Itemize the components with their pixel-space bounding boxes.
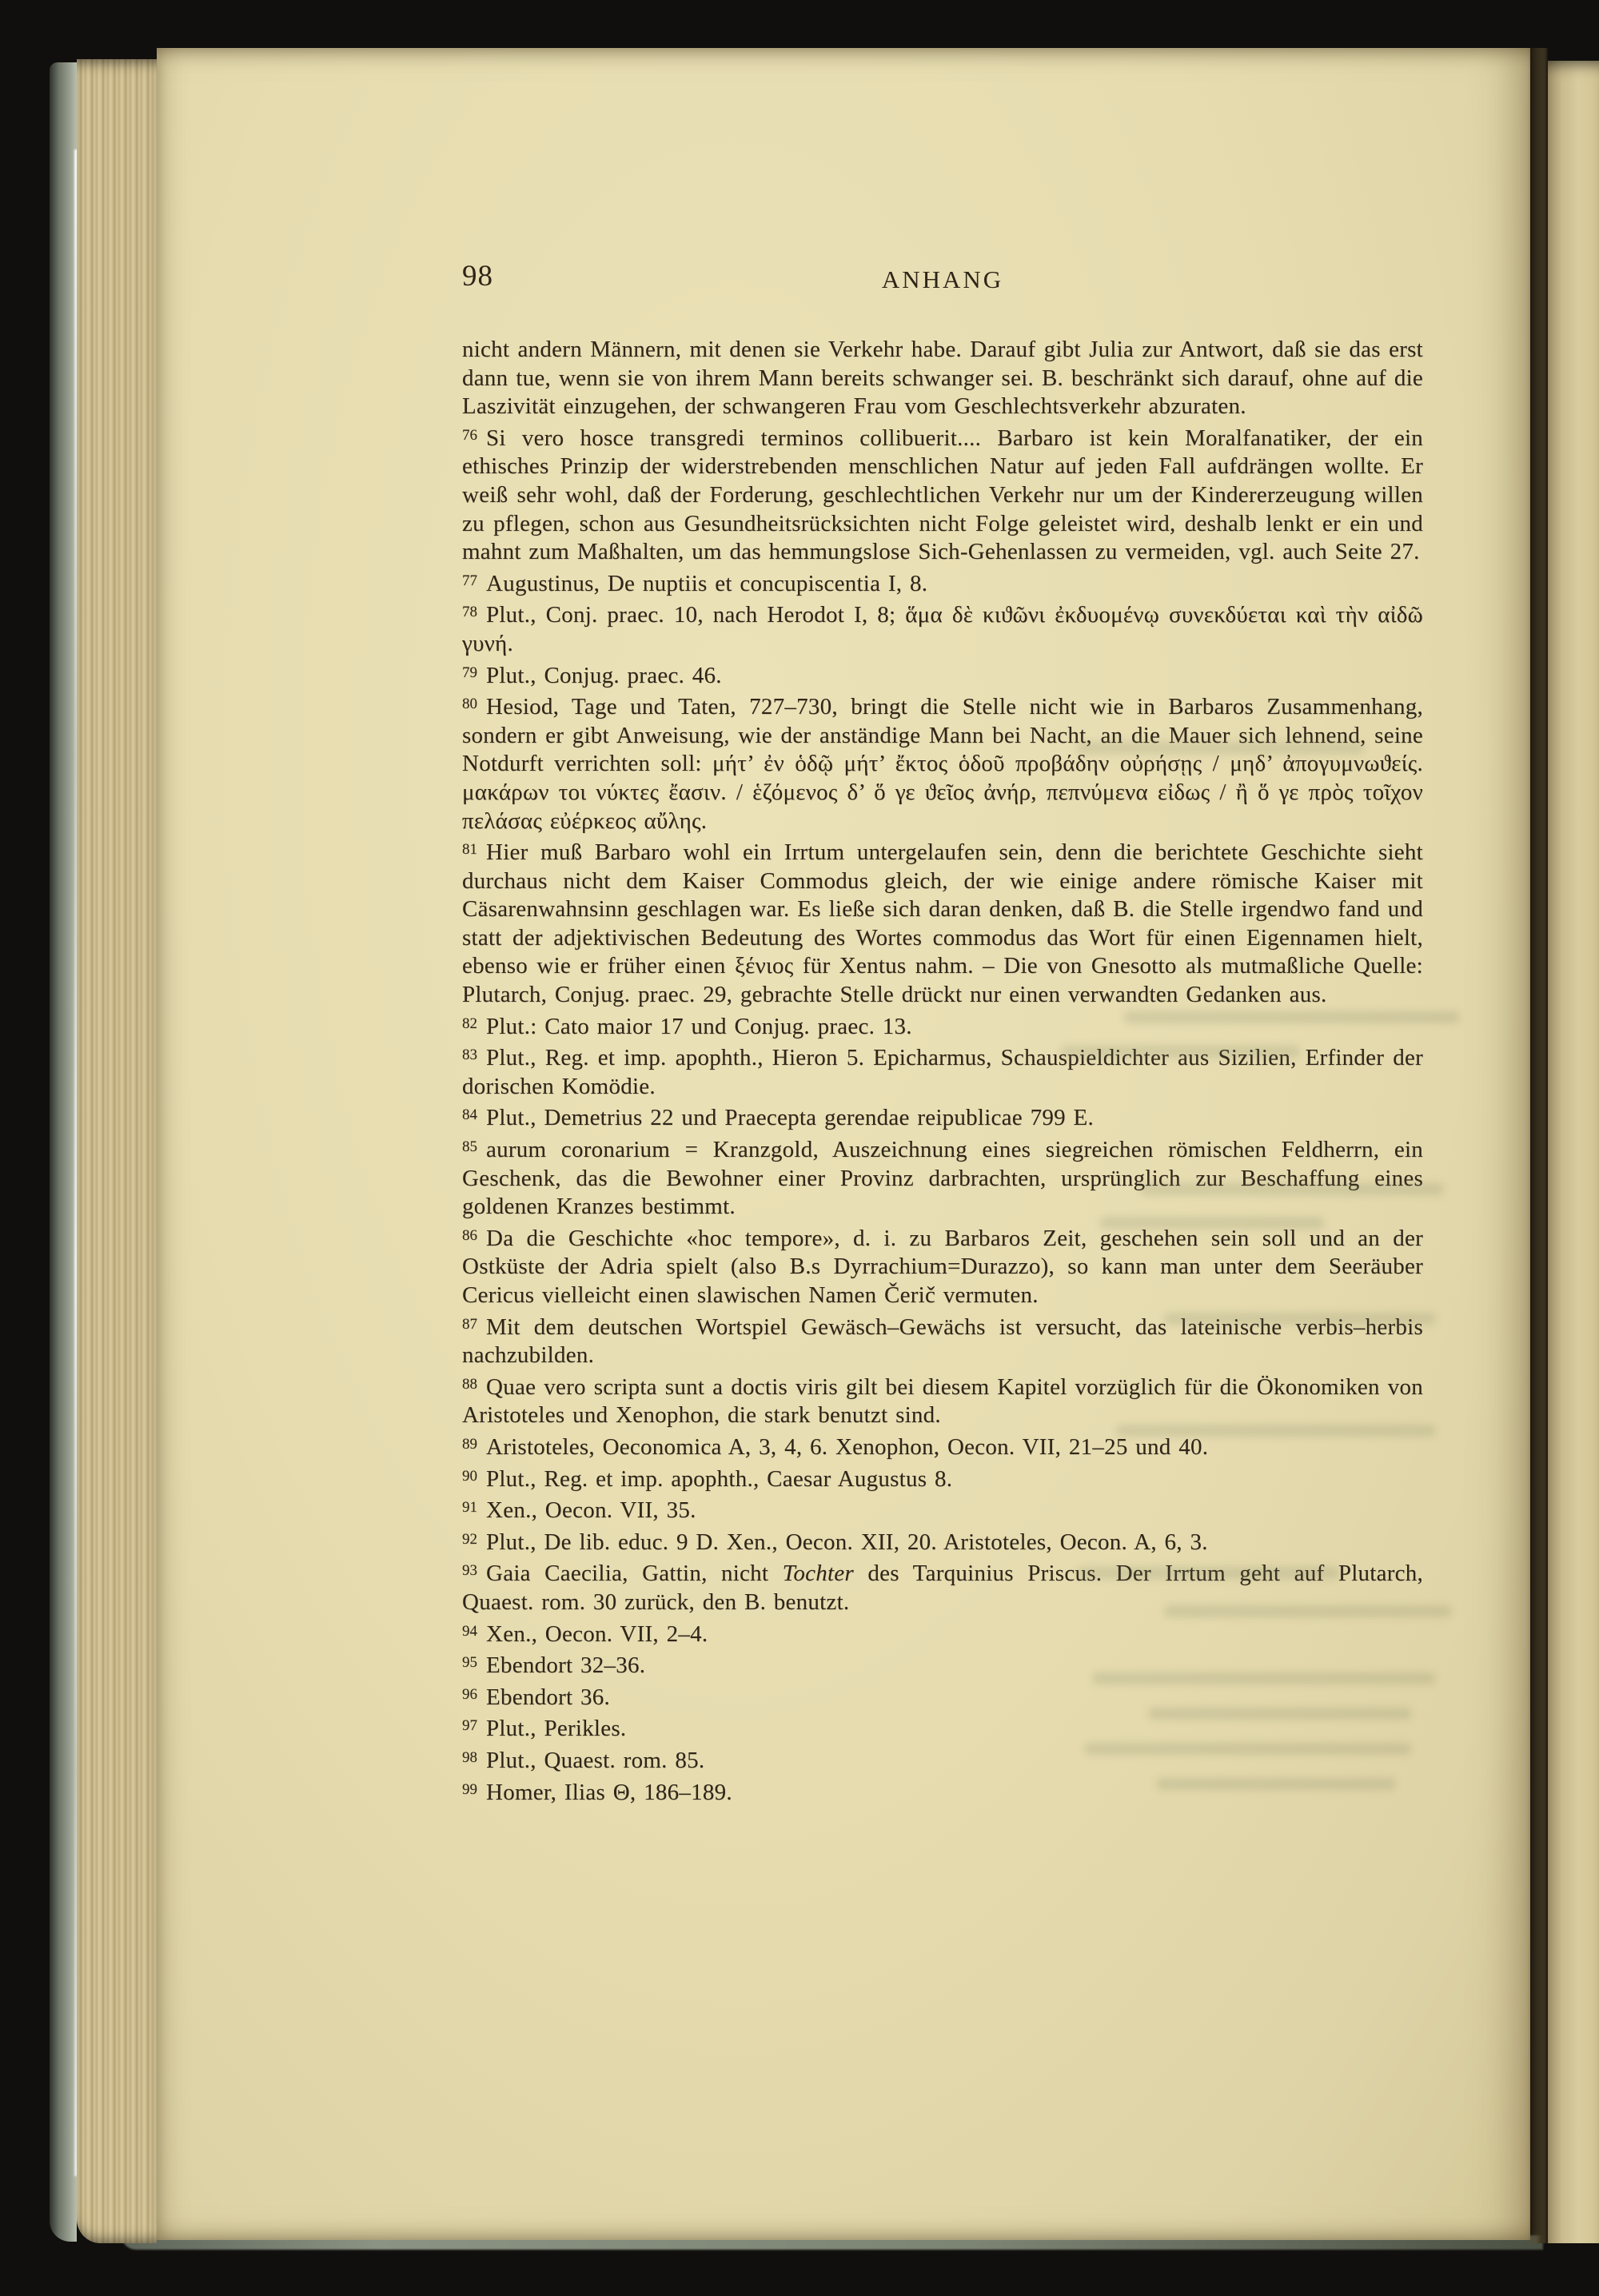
footnote-number: 89 [462, 1435, 477, 1453]
footnote-77 [462, 567, 1423, 599]
footnote-text: Augustinus, De nuptiis et concupiscentia I, 8. [486, 570, 928, 596]
footnote-text: Tochter [782, 1561, 854, 1587]
footnote-text: Plut.: Cato maior 17 und Conjug. praec. 13. [486, 1013, 912, 1039]
footnote-84 [462, 1101, 1423, 1133]
footnote-text: aurum coronarium = Kranzgold, Auszeichnung eines siegreichen römischen Feldherrn, ein Geschenk, das die Bewohner einer Provinz darbrachten, ursprünglich zur Beschaffung eines goldenen Kranzes bestimmt. [462, 1137, 1423, 1220]
showthrough-smudge [1076, 742, 1364, 754]
footnote-number: 77 [462, 572, 477, 589]
footnote-76 [462, 421, 1423, 567]
showthrough-smudge [1124, 1011, 1460, 1023]
footnote-number: 84 [462, 1106, 477, 1124]
footnote-text: Si vero hosce transgredi terminos collibuerit.... Barbaro ist kein Moralfanatiker, der ein ethisches Prinzip der widerstrebenden menschlichen Natur auf jeden Fall aufdrängen wollte. Er weiß sehr wohl, daß der Forderung, geschlechtlichen Verkehr nur um der Kindererzeugung willen zu pflegen, schon aus Gesundheitsrücksichten nicht Folge geleistet wird, deshalb lenkt er ein und mahnt zum Maßhalten, um das hemmungslose Sich-Gehenlassen zu vermeiden, vgl. auch Seite 27. [462, 425, 1423, 565]
footnote-text: Gaia Caecilia, Gattin, nicht [486, 1561, 783, 1587]
running-header: ANHANG [881, 265, 1004, 293]
footnote-text: Xen., Oecon. VII, 35. [486, 1497, 696, 1524]
footnote-number: 79 [462, 664, 477, 681]
book-spine [50, 62, 77, 2242]
footnote-text: Quae vero scripta sunt a doctis viris gilt bei diesem Kapitel vorzüglich für die Ökonomiken von Aristoteles und Xenophon, die stark benutzt sind. [462, 1373, 1423, 1429]
footnote-text: Ebendort 32–36. [486, 1652, 646, 1679]
footnote-number: 97 [462, 1717, 477, 1735]
footnote-text: Hesiod, Tage und Taten, 727–730, bringt die Stelle nicht wie in Barbaros Zusammenhang, sondern er gibt Anweisung, wie der anständige Mann bei Nacht, an die Mauer sich lehnend, seine Notdurft verrichten soll: μήτ’ ἐν ὁδῷ μήτ’ ἔκτος ὁδοῦ προβάδην οὐρήσῃς / μηδ’ ἀπογυμνωϑείς. μακάρων τοι νύκτες ἔασιν. / ἑζόμενος δ’ ὅ γε ϑεῖος ἀνήρ, πεπνύμενα εἰδως / ἢ ὅ γε πρὸς τοῖχον πελάσας εὐέρκεος αὔλης. [462, 694, 1423, 834]
showthrough-smudge [1116, 1425, 1436, 1437]
footnote-78 [462, 598, 1423, 658]
intro-paragraph: nicht andern Männern, mit denen sie Verkehr habe. Darauf gibt Julia zur Antwort, daß sie das erst dann tue, wenn sie von ihrem Mann bereits schwanger sei. B. beschränkt sich darauf, ohne auf die Laszivität einzugehen, der schwangeren Frau vom Geschlechtsverkehr abzuraten. [462, 337, 1423, 420]
footnote-94 [462, 1617, 1423, 1649]
footnote-text: Plut., Reg. et imp. apophth., Hieron 5. Epicharmus, Schauspieldichter aus Sizilien, Erfinder der dorischen Komödie. [462, 1045, 1423, 1099]
footnote-number: 92 [462, 1530, 477, 1548]
footnote-80 [462, 690, 1423, 835]
footnote-text: Aristoteles, Oeconomica A, 3, 4, 6. Xenophon, Oecon. VII, 21–25 und 40. [486, 1433, 1209, 1460]
showthrough-smudge [1100, 1217, 1324, 1229]
footnote-number: 78 [462, 604, 477, 621]
footnote-text: Plut., De lib. educ. 9 D. Xen., Oecon. XII, 20. Aristoteles, Oecon. A, 6, 3. [486, 1529, 1208, 1555]
footnote-81 [462, 835, 1423, 1010]
book-page [157, 48, 1530, 2240]
footnote-79 [462, 659, 1423, 691]
footnote-number: 98 [462, 1748, 477, 1766]
footnotes [462, 421, 1423, 1807]
footnote-number: 88 [462, 1375, 477, 1393]
footnote-number: 85 [462, 1138, 477, 1156]
footnote-text: Plut., Perikles. [486, 1716, 627, 1742]
footnote-number: 90 [462, 1467, 477, 1485]
footnote-text: Mit dem deutschen Wortspiel Gewäsch–Gewächs ist versucht, das lateinische verbis–herbis nachzubilden. [462, 1313, 1423, 1369]
footnote-text: Da die Geschichte «hoc tempore», d. i. zu Barbaros Zeit, geschehen sein soll und an der Ostküste der Adria spielt (also B.s Dyrrachium=Durazzo), so kann man unter dem Seeräuber Cericus vielleicht einen slawischen Namen Čerič vermuten. [462, 1225, 1423, 1308]
showthrough-smudge [1164, 1605, 1452, 1617]
footnote-91 [462, 1493, 1423, 1525]
footnote-text: Plut., Conj. praec. 10, nach Herodot I, 8; ἅμα δὲ κιϑῶνι ἐκδυομένῳ συνεκδύεται καὶ τὴν αἰδῶ γυνή. [462, 602, 1423, 656]
footnote-text: Homer, Ilias Θ, 186–189. [486, 1779, 732, 1805]
footnote-number: 82 [462, 1014, 477, 1032]
footnote-number: 93 [462, 1562, 477, 1580]
showthrough-smudge [1084, 1743, 1412, 1755]
footnote-88 [462, 1370, 1423, 1430]
footnote-number: 86 [462, 1226, 477, 1244]
page-number: 98 [462, 260, 493, 293]
footnote-text: Xen., Oecon. VII, 2–4. [486, 1620, 708, 1647]
showthrough-smudge [1148, 1708, 1412, 1720]
footnote-text: Ebendort 36. [486, 1684, 611, 1710]
footnote-text: Plut., Quaest. rom. 85. [486, 1747, 705, 1773]
footnote-text: Plut., Conjug. praec. 46. [486, 662, 722, 688]
showthrough-smudge [1156, 1778, 1396, 1790]
footnote-text: des Tarquinius Priscus. Der Irrtum geht auf Plutarch, Quaest. rom. 30 zurück, den B. benutzt. [462, 1561, 1423, 1615]
footnote-92 [462, 1525, 1423, 1557]
footnote-text: Plut., Demetrius 22 und Praecepta gerendae reipublicae 799 E. [486, 1105, 1095, 1131]
showthrough-smudge [1060, 1046, 1300, 1058]
showthrough-smudge [1140, 1183, 1444, 1195]
footnote-90 [462, 1462, 1423, 1494]
footnote-number: 99 [462, 1780, 477, 1798]
book [50, 48, 1599, 2243]
footnote-number: 83 [462, 1046, 477, 1064]
footnote-number: 96 [462, 1685, 477, 1703]
footnote-number: 76 [462, 426, 477, 444]
footnote-number: 94 [462, 1622, 477, 1640]
body-text [462, 336, 1423, 1807]
footnote-86 [462, 1222, 1423, 1310]
footnote-number: 91 [462, 1499, 477, 1517]
adjacent-page-edge [1548, 61, 1599, 2243]
footnote-text: Plut., Reg. et imp. apophth., Caesar Augustus 8. [486, 1465, 953, 1492]
showthrough-smudge [1164, 1313, 1436, 1325]
footnote-number: 80 [462, 696, 477, 713]
showthrough-smudge [1092, 1672, 1436, 1684]
footnote-85 [462, 1133, 1423, 1222]
footnote-text: Hier muß Barbaro wohl ein Irrtum untergelaufen sein, denn die berichtete Geschichte sieht durchaus nicht dem Kaiser Commodus gleich, der wie einige andere römische Kaiser mit Cäsarenwahnsinn geschlagen war. Es ließe sich daran denken, daß B. die Stelle irgendwo fand und statt der adjektivischen Bedeutung des Wortes commodus das Wort für einen Eigennamen hielt, ebenso wie er früher einen ξένιος für Xentus nahm. – Die von Gnesotto als mutmaßliche Quelle: Plutarch, Conjug. praec. 29, gebrachte Stelle drückt nur einen verwandten Gedanken aus. [462, 839, 1423, 1008]
footnote-number: 95 [462, 1654, 477, 1672]
gutter-shadow [1527, 48, 1548, 2243]
showthrough-smudge [1076, 1567, 1340, 1579]
page-stack-edges [77, 59, 157, 2243]
footnote-number: 87 [462, 1315, 477, 1333]
footnote-number: 81 [462, 841, 477, 859]
